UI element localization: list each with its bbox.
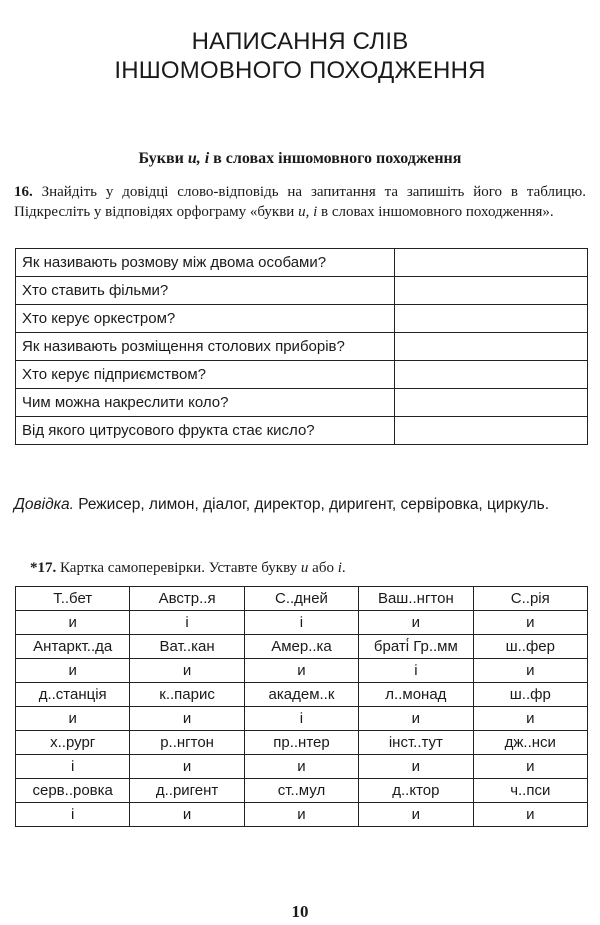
task-16-number: 16. [14,184,33,200]
letter-cell: и [473,659,587,683]
question-row [16,333,588,361]
letter-cell: і [244,707,358,731]
letter-cell: и [473,803,587,827]
letter-cell: и [130,755,244,779]
letter-cell: и [473,707,587,731]
word-cell: серв..ровка [16,779,130,803]
word-cell: л..монад [359,683,473,707]
task-16-text-1: Знайдіть у довідці слово-відповідь на запитання та запишіть його в таблицю. Підкресліть у відповідях орфограму «букви [14,184,586,220]
letter-cell: і [359,659,473,683]
letter-cell: и [16,707,130,731]
answer-cell[interactable] [395,333,588,361]
answer-row [16,611,588,635]
letter-cell: и [130,803,244,827]
task-17-number: *17. [30,560,57,576]
word-cell: пр..нтер [244,731,358,755]
question-cell: Хто керує оркестром? [16,305,395,333]
question-cell: Хто керує підприємством? [16,361,395,389]
word-row [16,731,588,755]
task-17-letter-1: и [300,560,309,576]
answer-cell[interactable] [395,361,588,389]
word-cell: х..рург [16,731,130,755]
page-title-line-1: НАПИСАННЯ СЛІВ [191,28,409,55]
letter-cell: и [359,803,473,827]
question-row [16,249,588,277]
word-cell: Т..бет [16,587,130,611]
letter-cell: и [16,659,130,683]
word-cell: інст..тут [359,731,473,755]
word-cell: ш..фр [473,683,587,707]
word-cell: Амер..ка [244,635,358,659]
word-cell: Австр..я [130,587,244,611]
question-cell: Хто ставить фільми? [16,277,395,305]
question-cell: Чим можна накреслити коло? [16,389,395,417]
letter-cell: і [130,611,244,635]
letter-cell: и [359,707,473,731]
answer-row [16,803,588,827]
task-17-end: . [341,560,346,576]
question-row [16,417,588,445]
letter-cell: и [244,659,358,683]
self-check-table [15,586,588,827]
question-row [16,277,588,305]
word-row [16,779,588,803]
task-16-text-2: в словах іншомовного походження». [317,204,554,220]
section-subtitle [0,150,600,168]
reference-text: Режисер, лимон, діалог, директор, диригент, сервіровка, циркуль. [73,496,549,513]
answer-cell[interactable] [395,305,588,333]
answer-row [16,707,588,731]
letter-cell: и [16,611,130,635]
word-cell: С..рія [473,587,587,611]
word-cell: д..ктор [359,779,473,803]
task-17-text: Картка самоперевірки. Уставте букву [56,560,301,576]
letter-cell: и [130,659,244,683]
subtitle-prefix: Букви [138,150,188,167]
letter-cell: и [244,803,358,827]
question-table [15,248,588,445]
word-row [16,635,588,659]
question-cell: Від якого цитрусового фрукта стає кисло? [16,417,395,445]
word-cell: р..нгтон [130,731,244,755]
answer-cell[interactable] [395,249,588,277]
question-row [16,305,588,333]
letter-cell: і [16,803,130,827]
word-cell: С..дней [244,587,358,611]
word-row [16,587,588,611]
letter-cell: и [473,755,587,779]
answer-cell[interactable] [395,277,588,305]
word-cell: ст..мул [244,779,358,803]
task-16-instructions [14,182,586,222]
question-cell: Як називають розмову між двома особами? [16,249,395,277]
subtitle-letters: и, і [187,150,210,167]
answer-row [16,659,588,683]
reference-note [14,492,586,518]
word-cell: Антаркт..да [16,635,130,659]
word-cell: браті́ Гр..мм [359,635,473,659]
answer-row [16,755,588,779]
answer-cell[interactable] [395,389,588,417]
subtitle-suffix: в словах іншомовного походження [209,150,462,167]
page-title-line-2: ІНШОМОВНОГО ПОХОДЖЕННЯ [114,57,486,84]
word-cell: д..ригент [130,779,244,803]
letter-cell: і [244,611,358,635]
task-17-letter-2: і [337,560,342,576]
question-row [16,361,588,389]
reference-label: Довідка. [14,496,74,513]
task-17-middle: або [308,560,338,576]
letter-cell: и [473,611,587,635]
word-cell: академ..к [244,683,358,707]
task-16-letters: и, і [298,204,318,220]
question-row [16,389,588,417]
page-number: 10 [291,902,309,921]
word-cell: ш..фер [473,635,587,659]
letter-cell: и [244,755,358,779]
word-cell: к..парис [130,683,244,707]
question-cell: Як називають розміщення столових приборів? [16,333,395,361]
word-cell: д..станція [16,683,130,707]
task-17-instructions [30,560,346,577]
word-cell: Ват..кан [130,635,244,659]
letter-cell: і [16,755,130,779]
letter-cell: и [359,755,473,779]
word-cell: Ваш..нгтон [359,587,473,611]
answer-cell[interactable] [395,417,588,445]
word-cell: дж..нси [473,731,587,755]
letter-cell: и [359,611,473,635]
letter-cell: и [130,707,244,731]
word-row [16,683,588,707]
word-cell: ч..пси [473,779,587,803]
